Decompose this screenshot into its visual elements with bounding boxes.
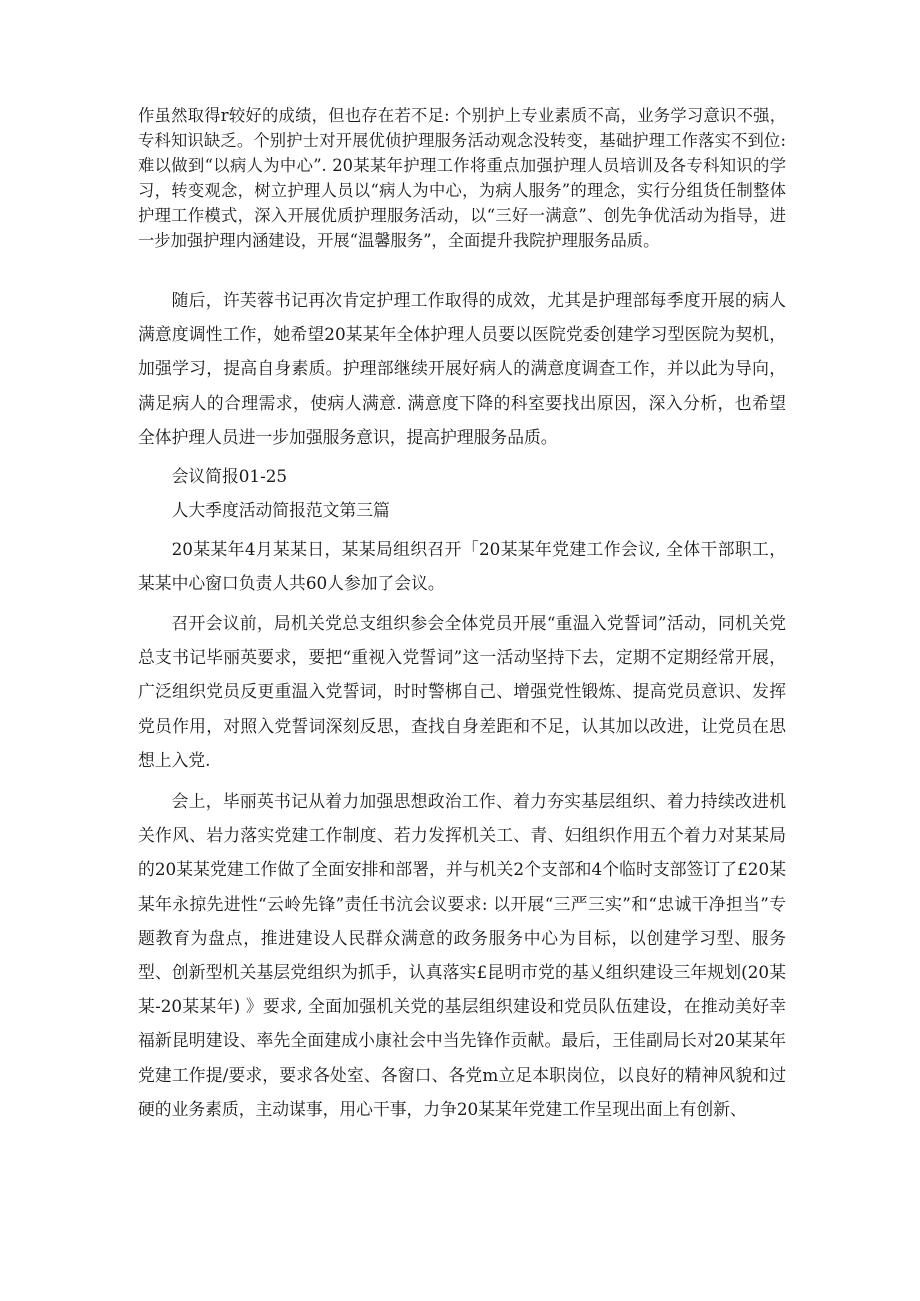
paragraph-oath-activity: 召开会议前，局机关党总支组织参会全体党员开展“重温入党誓词”活动，同机关党总支书记毕丽英要求，要把“重视入党誓词”这一活动坚持下去，定期不定期经常开展，广泛组织党员反更重温入党誓词，时时警梆自己、增强党性锻炼、提高党员意识、发挥党员作用，对照入党誓词深刻反思，查找自身差距和不足，认其加以改进，让党员在思想上入党. bbox=[138, 613, 786, 770]
paragraph-meeting-details: 会上，毕丽英书记从着力加强思想政治工作、着力夯实基层组织、着力持续改进机关作风、岩力落实党建工作制度、若力发挥机关工、青、妇组织作用五个着力对某某局的20某某党建工作做了全面安排和部署，并与机关2个支部和4个临时支部签订了£20某某年永掠先进性“云岭先锋”责任书沆会议要求: 以开展“三严三实”和“忠诚干净担当”专题教育为盘点，推进建设人民群众满意的政务服务中心为目标，以创建学习型、服务型、创新型机关基层党组织为抓手，认真落实£昆明市党的基乂组织建设三年规划(20某某-20某某年) 》要求, 全面加强机关党的基层组织建设和党员队伍建设，在推动美好幸福新昆明建设、率先全面建成小康社会中当先锋作贡献。最后，王佳副局长对20某某年党建工作提/要求，要求各处室、各窗口、各党m立足本职岗位，以良好的精神风貌和过硬的业务素质，主动谋事，用心干事，力争20某某年党建工作呈现出面上有创新、 bbox=[138, 791, 786, 1119]
section-heading: 人大季度活动简报范文第三篇 bbox=[171, 500, 390, 520]
paragraph-meeting-intro: 20某某年4月某某日，某某局组织召开「20某某年党建工作会议, 全体干部职工，某某中心窗口负责人共60人参加了会议。 bbox=[138, 539, 786, 594]
section-date-label: 会议简报01-25 bbox=[171, 466, 288, 486]
paragraph-nursing-summary: 作虽然取得r较好的成绩，但也存在若不足: 个别护上专业素质不高，业务学习意识不强，专科知识缺乏。个别护士对开展优侦护理服务活动观念没转变，基础护理工作落实不到位: 难以做到“以病人为中心”. 20某某年护理工作将重点加强护理人员培训及各专科知识的学习，转变观念，树立护理人员以“病人为中心，为病人服务”的理念，实行分组货任制整体护理工作模式，深入开展优质护理服务活动，以“三好一满意”、创先争优活动为指导，进一步加强护理内涵建设，开展“温馨服务”，全面提升我院护理服务品质。 bbox=[138, 106, 786, 250]
paragraph-secretary-remarks: 随后，许芙蓉书记再次肯定护理工作取得的成效，尤其是护理部每季度开展的病人满意度调性工作，她希望20某某年全体护理人员要以医院党委创建学习型医院为契机，加强学习，提高自身素质。护理部继续开展好病人的满意度调查工作，并以此为导向，满足病人的合理需求，使病人满意. 满意度下降的科室要找出原因，深入分析，也希望全体护理人员进一步加强服务意识，提高护理服务品质。 bbox=[138, 290, 786, 447]
